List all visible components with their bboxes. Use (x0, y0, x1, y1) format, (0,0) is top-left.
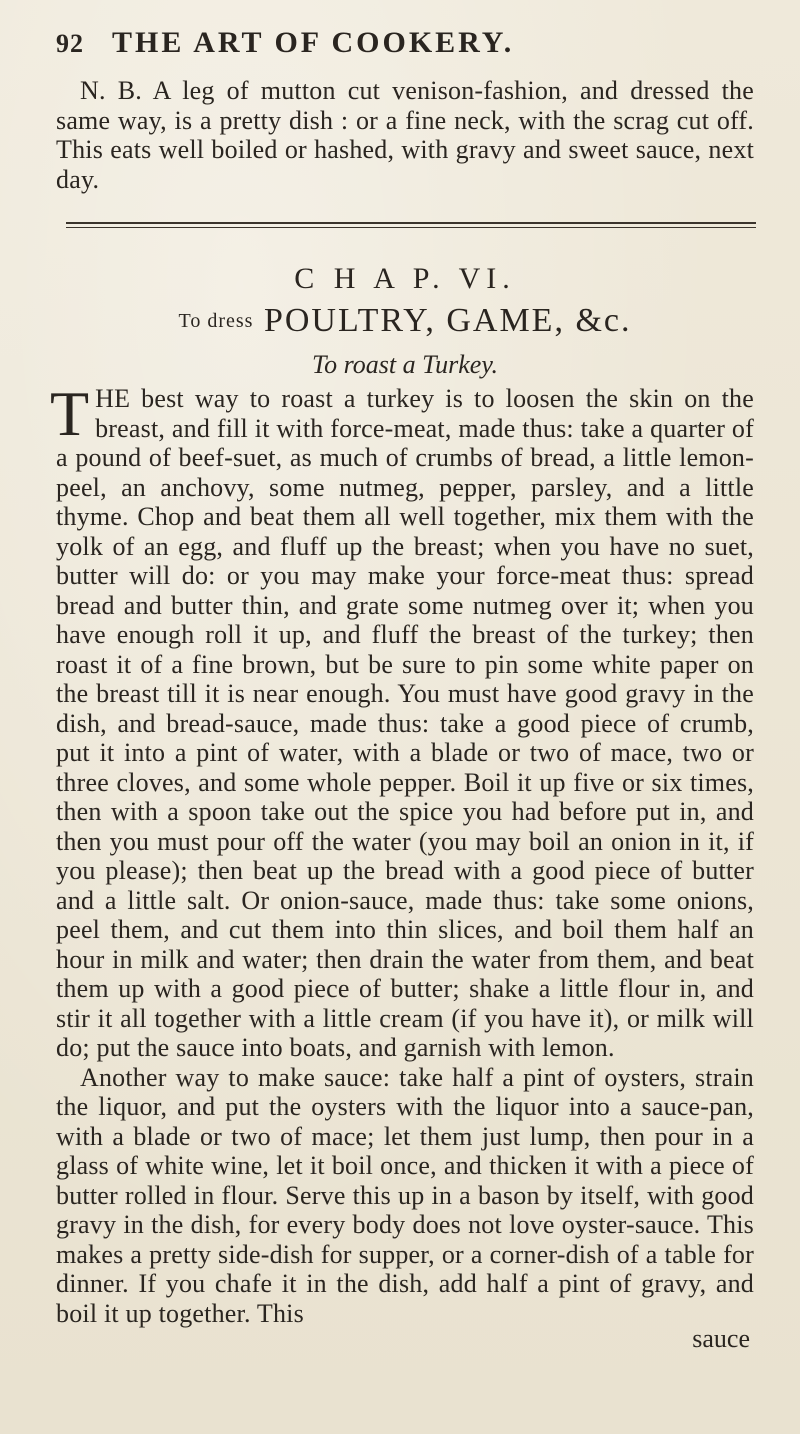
turkey-recipe-text: HE best way to roast a turkey is to loosen the skin on the breast, and fill it with force-meat, made thus: take a quarter of a pound of beef-suet, as much of crumbs of bread, a little lemon-peel, an anchovy, some nutmeg, pepper, parsley, and a little thyme. Chop and beat them all well together, mix them with the yolk of an egg, and fluff up the breast; when you have no suet, butter will do: or you may make your force-meat thus: spread bread and butter thin, and grate some nutmeg over it; when you have enough roll it up, and fluff the breast of the turkey; then roast it of a fine brown, but be sure to pin some white paper on the breast till it is near enough. You must have good gravy in the dish, and bread-sauce, made thus: take a good piece of crumb, put it into a pint of water, with a blade or two of mace, two or three cloves, and some whole pepper. Boil it up five or six times, then with a spoon take out the spice you had before put in, and then you must pour off the water (you may boil an onion in it, if you please); then beat up the bread with a good piece of butter and a little salt. Or onion-sauce, made thus: take some onions, peel them, and cut them into thin slices, and boil them half an hour in milk and water; then drain the water from them, and beat them up with a good piece of butter; shake a little flour in, and stir it all together with a little cream (if you have it), or milk will do; put the sauce into boats, and garnish with lemon. (56, 384, 754, 1062)
oyster-sauce-recipe: Another way to make sauce: take half a pint of oysters, strain the liquor, and put the oysters with the liquor into a sauce-pan, with a blade or two of mace; let them just lump, then pour in a glass of white wine, let it boil once, and thicken it with a piece of butter rolled in flour. Serve this up in a bason by itself, with good gravy in the dish, for every body does not love oyster-sauce. This makes a pretty side-dish for supper, or a corner-dish of a table for dinner. If you chafe it in the dish, add half a pint of gravy, and boil it up together. This (56, 1062, 754, 1328)
page-header (56, 26, 754, 76)
page-number: 92 (56, 29, 84, 58)
catchword: sauce (692, 1324, 750, 1353)
running-title: THE ART OF COOKERY. (112, 26, 515, 59)
drop-cap: T (50, 378, 90, 449)
recipe-subtitle: To roast a Turkey. (312, 350, 498, 379)
top-paragraph: N. B. A leg of mutton cut venison-fashion, and dressed the same way, is a pretty dish : or a fine neck, with the scrag cut off. This eats well boiled or hashed, with gravy and sweet sauce, next day. (56, 76, 754, 194)
turkey-recipe (50, 378, 754, 1063)
chapter-title-prefix: To dress (178, 310, 254, 332)
chapter-title (56, 302, 754, 340)
section-divider (66, 222, 756, 228)
chapter-title-main: POULTRY, GAME, &c. (263, 302, 632, 339)
chapter-heading: C H A P. VI. (294, 262, 516, 295)
